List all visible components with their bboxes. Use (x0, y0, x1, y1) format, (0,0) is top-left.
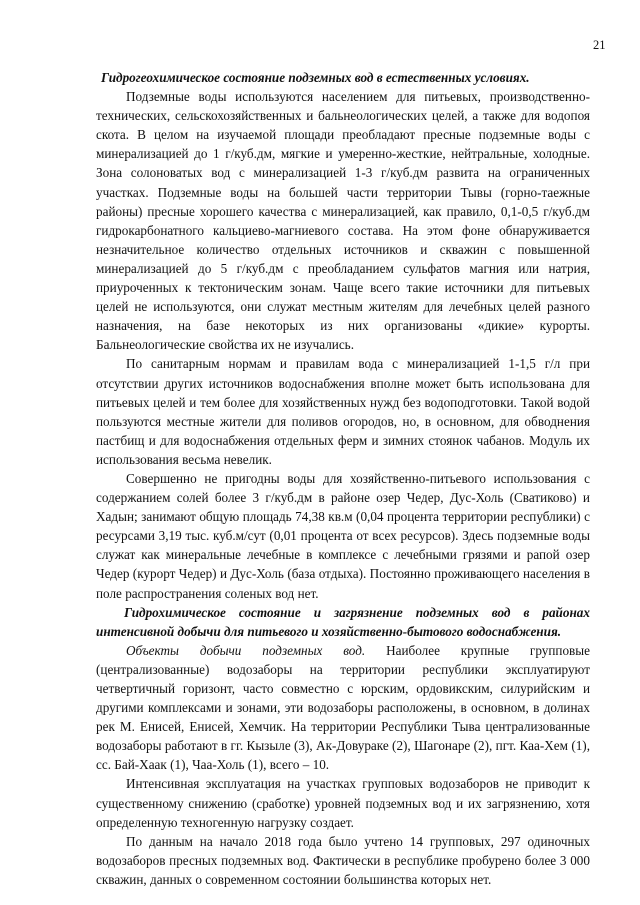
section-heading: Гидрохимическое состояние и загрязнение подземных вод в районах интенсивной добычи для питьевого и хозяйственно-бытового водоснабжения. (96, 604, 590, 639)
paragraph: Интенсивная эксплуатация на участках групповых водозаборов не приводит к существенному снижению (сработке) уровней подземных вод и их загрязнению, хотя определенную техногенную нагрузку создает. (96, 776, 590, 830)
section-heading: Гидрогеохимическое состояние подземных вод в естественных условиях. (101, 70, 530, 85)
page-number: 21 (593, 38, 606, 52)
paragraph: По данным на начало 2018 года было учтено 14 групповых, 297 одиночных водозаборов пресных подземных вод. Фактически в республике пробурено более 3 000 скважин, данных о современном состоянии большинства которых нет. (96, 833, 590, 887)
document-body (96, 68, 590, 889)
paragraph: Совершенно не пригодны воды для хозяйственно-питьевого использования с содержанием солей более 3 г/куб.дм в районе озер Чедер, Дус-Холь (Сватиково) и Хадын; занимают общую площадь 74,38 кв.м (0,04 процента территории республики) с ресурсами 3,19 тыс. куб.м/сут (0,01 процента от всех ресурсов). Здесь подземные воды служат как минеральные лечебные в комплексе с лечебными грязями и рапой озер Чедер (курорт Чедер) и Дус-Холь (база отдыха). Постоянно проживающего населения в поле распространения соленых вод нет. (96, 470, 590, 601)
paragraph-lead-in: Объекты добычи подземных вод. (126, 642, 366, 658)
paragraph: Подземные воды используются населением для питьевых, производственно-технических, сельскохозяйственных и бальнеологических целей, а также для водопоя скота. В целом на изучаемой площади преобладают пресные подземные воды с минерализацией до 1 г/куб.дм, мягкие и умеренно-жесткие, нейтральные, холодные. Зона солоноватых вод с минерализацией 1-3 г/куб.дм развита на ограниченных участках. Подземные воды на большей части территории Тывы (горно-таежные районы) пресные хорошего качества с минерализацией, как правило, 0,1-0,5 г/куб.дм гидрокарбонатного кальциево-магниевого состава. На этом фоне обнаруживается незначительное количество отдельных источников и скважин с повышенной минерализацией до 5 г/куб.дм с преобладанием сульфатов магния или натрия, приуроченных к тектоническим зонам. Чаще всего такие источники для питьевых целей не используются, они служат местным жителям для лечебных целей разного назначения, на базе некоторых из них организованы «дикие» курорты. Бальнеологические свойства их не изучались. (96, 89, 590, 353)
paragraph (96, 641, 590, 775)
paragraph: По санитарным нормам и правилам вода с минерализацией 1-1,5 г/л при отсутствии других источников водоснабжения вполне может быть использована для питьевых целей и тем более для хозяйственных нужд без водоподготовки. Такой водой пользуются местные жители для поливов огородов, но, в основном, для обводнения пастбищ и для водоснабжения отдельных ферм и зимних стоянок чабанов. Модуль их использования весьма невелик. (96, 356, 590, 467)
paragraph-text: Наиболее крупные групповые (централизованные) водозаборы на территории республики эксплуатируют четвертичный горизонт, часто совместно с юрским, ордовикским, силурийским и другими комплексами и зонами, эти водозаборы расположены, в основном, в долинах рек М. Енисей, Енисей, Хемчик. На территории Республики Тыва централизованные водозаборы работают в гг. Кызыле (3), Ак-Довураке (2), Шагонаре (2), пгт. Каа-Хем (1), сс. Бай-Хаак (1), Чаа-Холь (1), всего – 10. (96, 642, 590, 773)
